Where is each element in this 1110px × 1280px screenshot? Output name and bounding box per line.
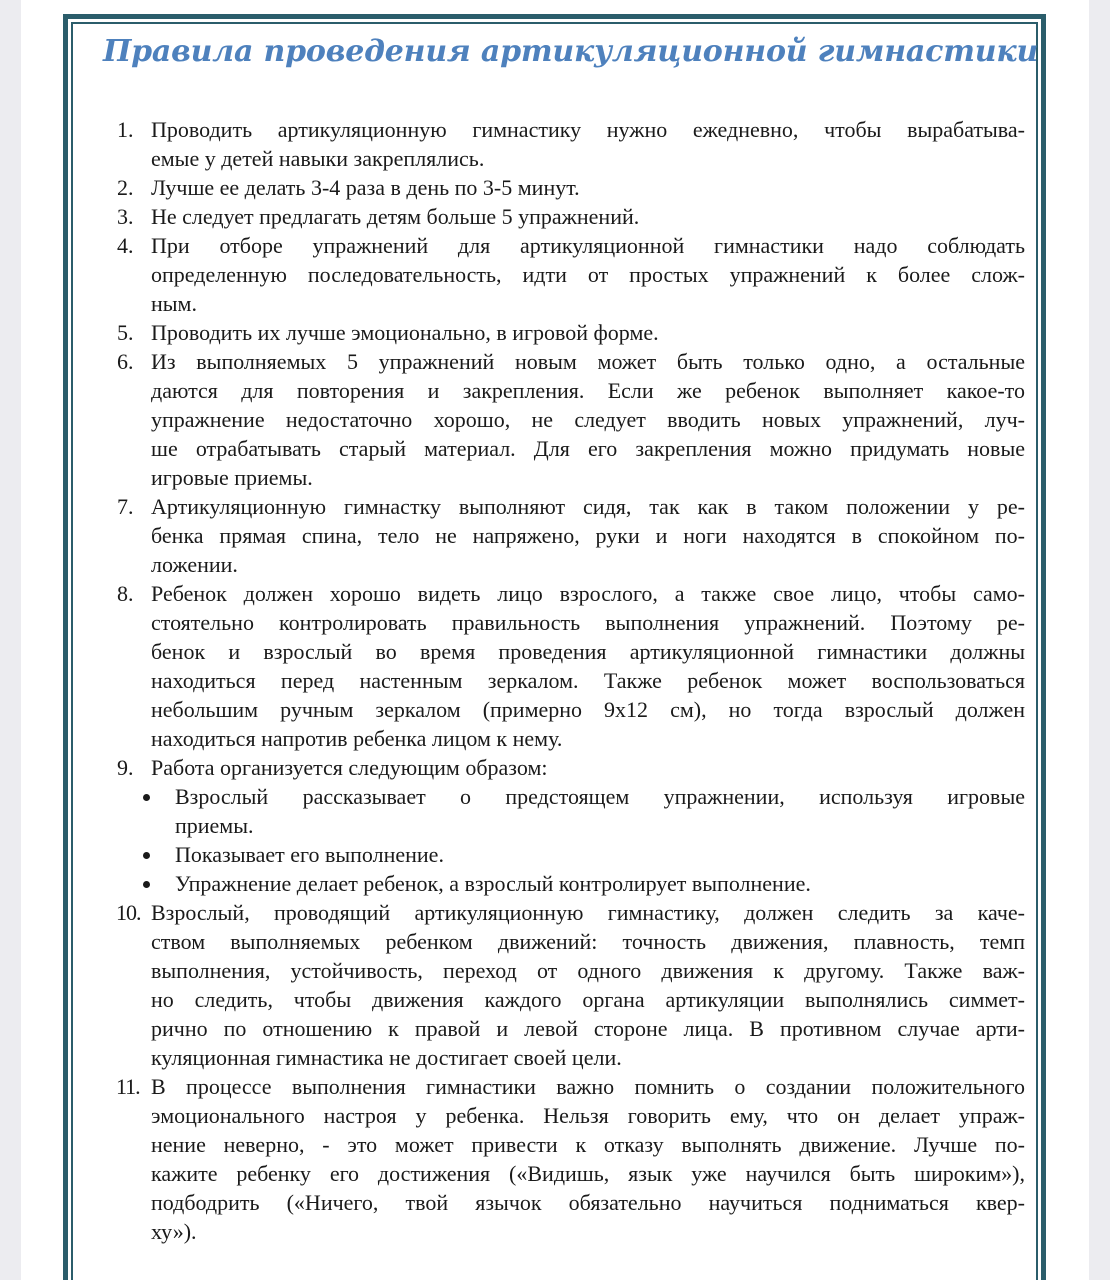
rule-line: Проводить артикуляционную гимнастику нужно ежедневно, чтобы вырабатыва- [151, 117, 1025, 142]
rule-line: небольшим ручным зеркалом (примерно 9х12 см), но тогда взрослый должен [151, 697, 1025, 722]
bullet-line: Упражнение делает ребенок, а взрослый контролирует выполнение. [175, 871, 811, 896]
rule-item-6 [110, 347, 1025, 492]
bullet-icon [143, 881, 150, 888]
rule-line: рично по отношению к правой и левой стороне лица. В противном случае арти- [151, 1016, 1025, 1041]
rule-9-bullet-list [110, 782, 1025, 898]
rule-line: упражнение недостаточно хорошо, не следует вводить новых упражнений, луч- [151, 407, 1025, 432]
rule-line: Взрослый, проводящий артикуляционную гимнастику, должен следить за каче- [151, 900, 1025, 925]
rule-line: подбодрить («Ничего, твой язычок обязательно научиться подниматься квер- [151, 1190, 1025, 1215]
rule-line: В процессе выполнения гимнастики важно помнить о создании положительного [151, 1074, 1025, 1099]
bullet-line: Взрослый рассказывает о предстоящем упражнении, используя игровые [175, 784, 1025, 809]
rule-line: Проводить их лучше эмоционально, в игровой форме. [151, 320, 659, 345]
rule-line: Работа организуется следующим образом: [151, 755, 548, 780]
bullet-item [110, 840, 1025, 869]
bullet-line: приемы. [175, 813, 254, 838]
rule-number: 11. [116, 1074, 140, 1099]
rule-number: 7. [117, 494, 134, 519]
rule-line: но следить, чтобы движения каждого органа артикуляции выполнялись симмет- [151, 987, 1025, 1012]
bullet-item [110, 869, 1025, 898]
bullet-item [110, 782, 1025, 840]
rule-line: Артикуляционную гимнастку выполняют сидя, так как в таком положении у ре- [151, 494, 1025, 519]
rule-line: При отборе упражнений для артикуляционной гимнастики надо соблюдать [151, 233, 1025, 258]
rule-item-10 [110, 898, 1025, 1072]
rule-line: ложении. [151, 552, 238, 577]
rule-number: 3. [117, 204, 134, 229]
rule-line: бенка прямая спина, тело не напряжено, руки и ноги находятся в спокойном по- [151, 523, 1025, 548]
rule-number: 9. [117, 755, 134, 780]
rule-number: 5. [117, 320, 134, 345]
rule-item-4 [110, 231, 1025, 318]
rule-line: даются для повторения и закрепления. Если же ребенок выполняет какое-то [151, 378, 1025, 403]
rule-item-9 [110, 753, 1025, 782]
rule-number: 6. [117, 349, 134, 374]
rule-line: Ребенок должен хорошо видеть лицо взрослого, а также свое лицо, чтобы само- [151, 581, 1025, 606]
rule-line: стоятельно контролировать правильность выполнения упражнений. Поэтому ре- [151, 610, 1025, 635]
rule-line: нение неверно, - это может привести к отказу выполнять движение. Лучше по- [151, 1132, 1025, 1157]
rule-line: Лучше ее делать 3-4 раза в день по 3-5 минут. [151, 175, 580, 200]
rule-item-3 [110, 202, 1025, 231]
rule-line: ху»). [151, 1219, 197, 1244]
rule-line: находиться напротив ребенка лицом к нему. [151, 726, 563, 751]
rule-line: находиться перед настенным зеркалом. Также ребенок может воспользоваться [151, 668, 1025, 693]
rule-line: выполнения, устойчивость, переход от одного движения к другому. Также важ- [151, 958, 1025, 983]
rules-list [110, 115, 1025, 1246]
rule-line: куляционная гимнастика не достигает своей цели. [151, 1045, 622, 1070]
rule-number: 2. [117, 175, 134, 200]
rule-line: ше отрабатывать старый материал. Для его закрепления можно придумать новые [151, 436, 1025, 461]
rule-line: определенную последовательность, идти от простых упражнений к более слож- [151, 262, 1025, 287]
bullet-line: Показывает его выполнение. [175, 842, 444, 867]
rule-line: Не следует предлагать детям больше 5 упражнений. [151, 204, 640, 229]
bullet-icon [143, 794, 150, 801]
rule-number: 10. [116, 900, 141, 925]
rule-line: игровые приемы. [151, 465, 313, 490]
rule-line: ством выполняемых ребенком движений: точность движения, плавность, темп [151, 929, 1025, 954]
rule-item-7 [110, 492, 1025, 579]
rule-line: Из выполняемых 5 упражнений новым может быть только одно, а остальные [151, 349, 1025, 374]
rule-line: бенок и взрослый во время проведения артикуляционной гимнастики должны [151, 639, 1025, 664]
bullet-icon [143, 852, 150, 859]
rule-line: емые у детей навыки закреплялись. [151, 146, 485, 171]
rule-item-5 [110, 318, 1025, 347]
rule-line: ным. [151, 291, 197, 316]
document-title: Правила проведения артикуляционной гимнастики [103, 34, 1039, 69]
rule-number: 4. [117, 233, 134, 258]
rule-number: 8. [117, 581, 134, 606]
rule-line: кажите ребенку его достижения («Видишь, язык уже научился быть широким»), [151, 1161, 1025, 1186]
rule-line: эмоционального настроя у ребенка. Нельзя говорить ему, что он делает упраж- [151, 1103, 1025, 1128]
rule-item-1 [110, 115, 1025, 173]
rule-item-2 [110, 173, 1025, 202]
rule-number: 1. [117, 117, 134, 142]
rule-item-8 [110, 579, 1025, 753]
rule-item-11 [110, 1072, 1025, 1246]
